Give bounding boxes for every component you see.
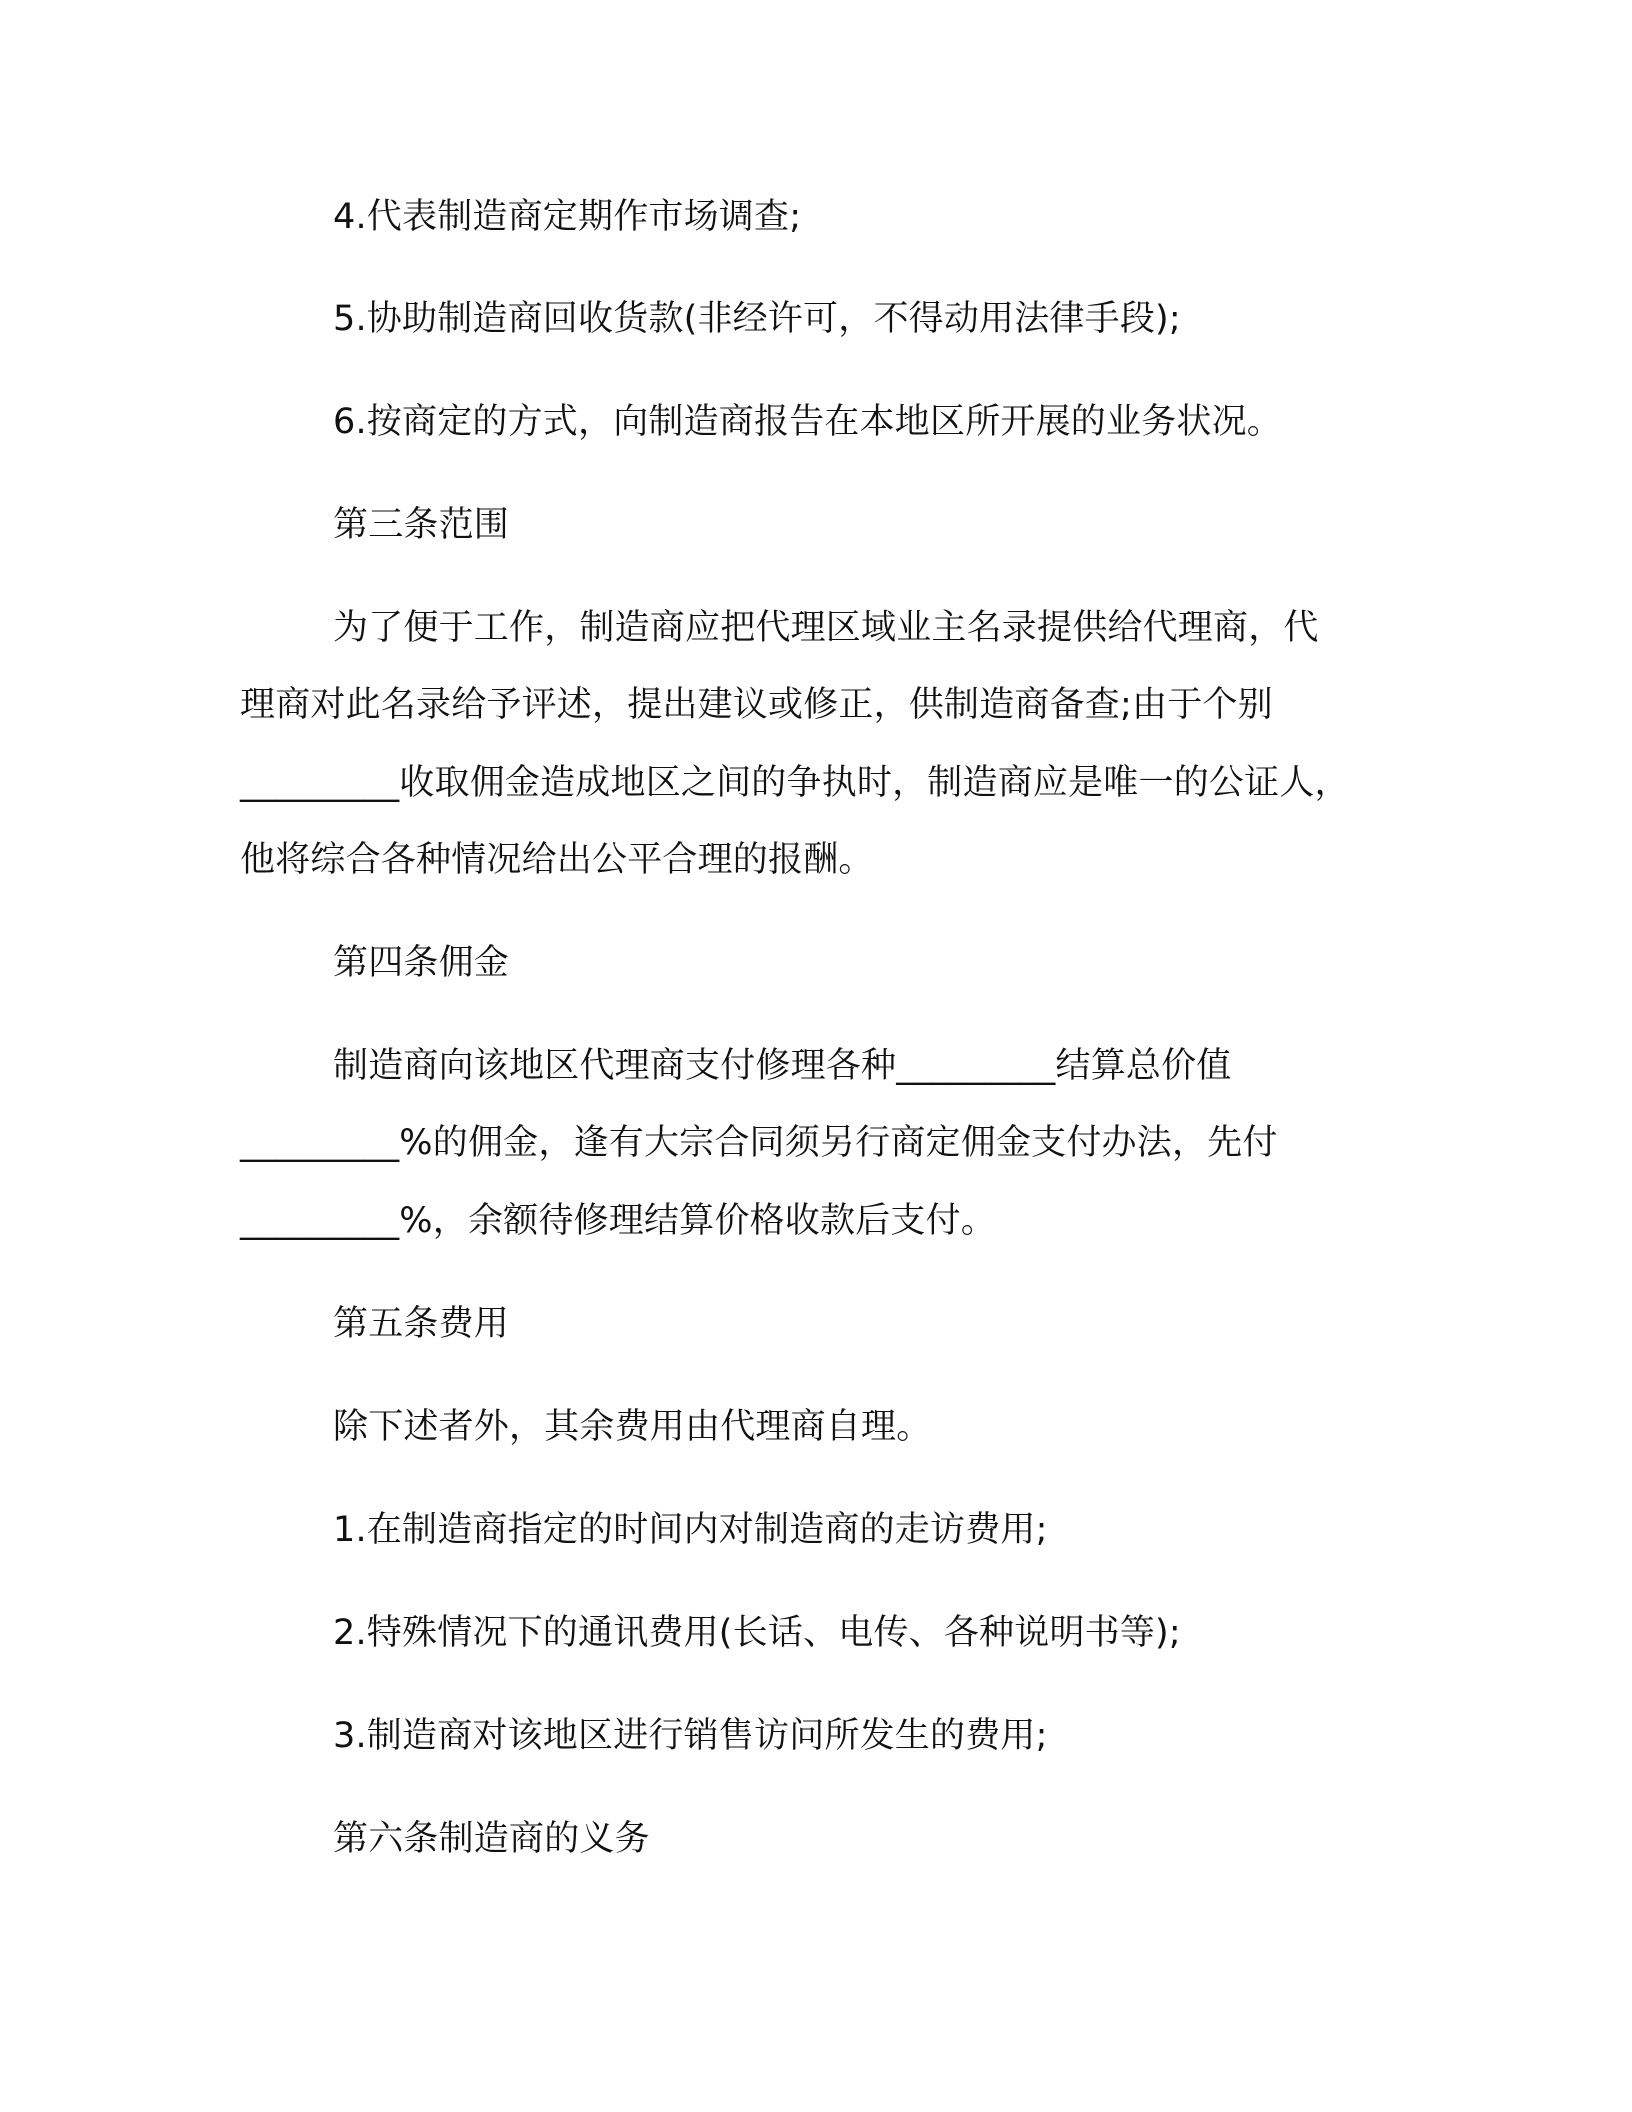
paragraph-line: 为了便于工作，制造商应把代理区域业主名录提供给代理商，代 <box>333 608 1319 648</box>
section-heading-3: 第三条范围 <box>333 505 510 545</box>
paragraph-line: _________%，余额待修理结算价格收款后支付。 <box>240 1201 996 1241</box>
section-heading-6: 第六条制造商的义务 <box>333 1819 650 1859</box>
section-heading-5: 第五条费用 <box>333 1304 510 1344</box>
paragraph-line: 他将综合各种情况给出公平合理的报酬。 <box>240 840 874 880</box>
paragraph-line: 理商对此名录给予评述，提出建议或修正，供制造商备查;由于个别 <box>240 685 1273 725</box>
paragraph-line: _________收取佣金造成地区之间的争执时，制造商应是唯一的公证人， <box>240 763 1350 803</box>
list-item-4: 4.代表制造商定期作市场调查; <box>333 197 802 237</box>
list-item-3: 3.制造商对该地区进行销售访问所发生的费用; <box>333 1716 1048 1756</box>
paragraph-line: 制造商向该地区代理商支付修理各种_________结算总价值 <box>333 1046 1232 1086</box>
paragraph-line: 除下述者外，其余费用由代理商自理。 <box>333 1407 932 1447</box>
list-item-6: 6.按商定的方式，向制造商报告在本地区所开展的业务状况。 <box>333 402 1282 442</box>
list-item-5: 5.协助制造商回收货款(非经许可，不得动用法律手段); <box>333 299 1181 339</box>
list-item-2: 2.特殊情况下的通讯费用(长话、电传、各种说明书等); <box>333 1613 1181 1653</box>
section-heading-4: 第四条佣金 <box>333 943 510 983</box>
list-item-1: 1.在制造商指定的时间内对制造商的走访费用; <box>333 1510 1048 1550</box>
paragraph-line: _________%的佣金，逢有大宗合同须另行商定佣金支付办法，先付 <box>240 1123 1278 1163</box>
